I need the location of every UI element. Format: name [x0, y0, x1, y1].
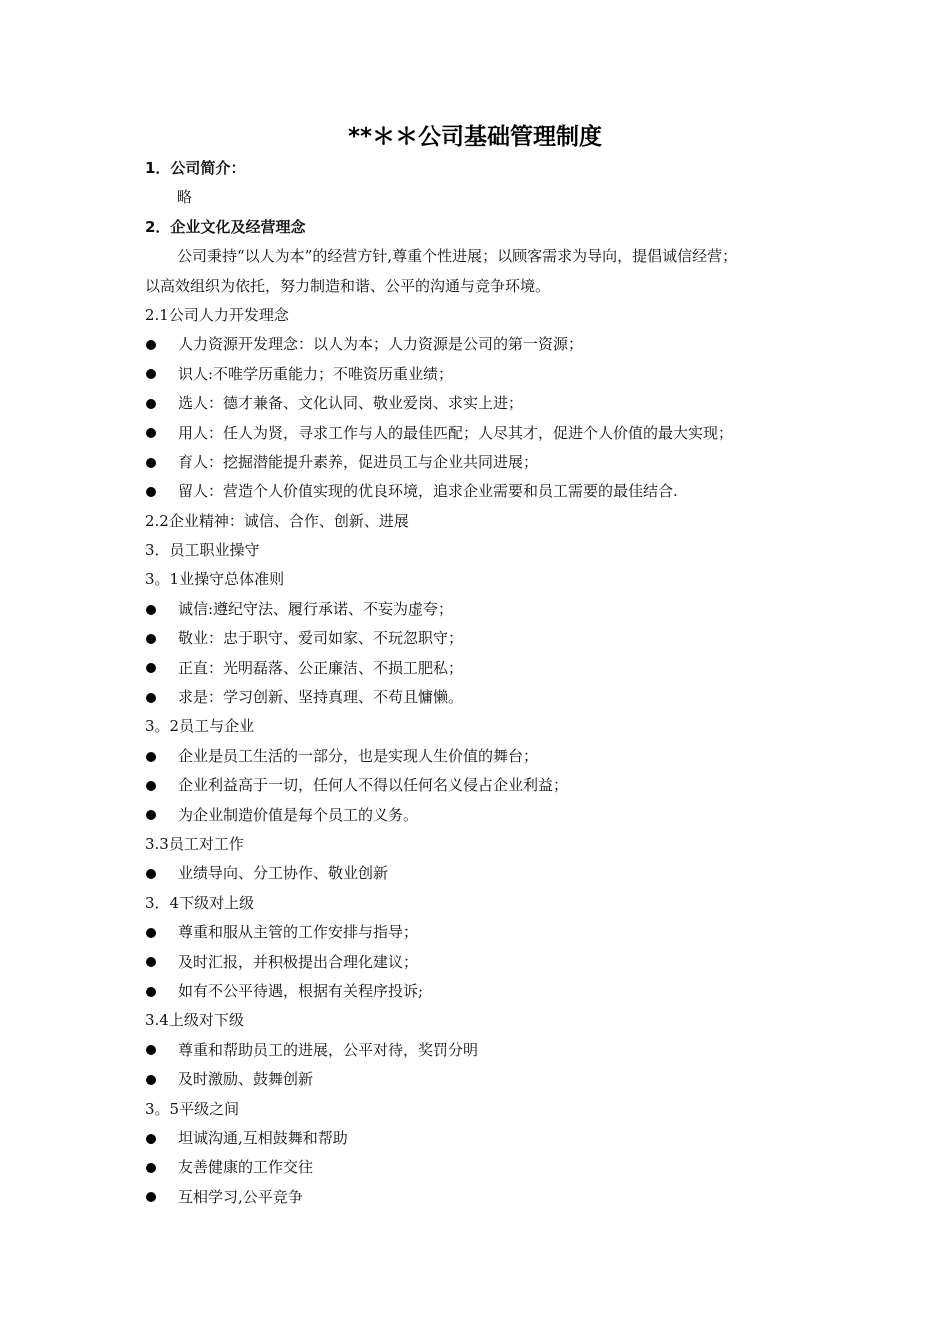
- bullet-text: 用人：任人为贤，寻求工作与人的最佳匹配；人尽其才，促进个人价值的最大实现；: [178, 423, 734, 442]
- text-line: 以高效组织为依托，努力制造和谐、公平的沟通与竞争环境。: [145, 276, 551, 295]
- bullet-dot-icon: [146, 428, 156, 438]
- bullet-item: [145, 654, 835, 683]
- bullet-text: 企业利益高于一切，任何人不得以任何名义侵占企业利益；: [178, 776, 569, 795]
- bullet-item: [145, 918, 835, 947]
- bullet-item: [145, 595, 835, 624]
- bullet-text: 选人：德才兼备、文化认同、敬业爱岗、求实上进；: [178, 394, 524, 413]
- text-line: 2.1公司人力开发理念: [145, 305, 289, 324]
- bullet-dot-icon: [146, 1045, 156, 1055]
- bullet-item: [145, 419, 835, 448]
- bullet-item: [145, 330, 835, 359]
- bullet-dot-icon: [146, 1163, 156, 1173]
- text-line: 3．4下级对上级: [145, 893, 255, 912]
- text-line: 3.3员工对工作: [145, 834, 244, 853]
- bullet-text: 正直：光明磊落、公正廉洁、不损工肥私；: [178, 658, 464, 677]
- bullet-item: [145, 977, 835, 1006]
- bullet-item: [145, 624, 835, 653]
- bullet-dot-icon: [146, 1134, 156, 1144]
- bullet-text: 及时激励、鼓舞创新: [178, 1070, 314, 1089]
- bullet-text: 业绩导向、分工协作、敬业创新: [178, 864, 389, 883]
- bullet-text: 友善健康的工作交往: [178, 1158, 314, 1177]
- text-line: 3。5平级之间: [145, 1099, 240, 1118]
- bullet-item: [145, 948, 835, 977]
- bullet-item: [145, 742, 835, 771]
- bullet-dot-icon: [146, 634, 156, 644]
- bullet-text: 尊重和服从主管的工作安排与指导；: [178, 923, 419, 942]
- bullet-text: 互相学习,公平竞争: [178, 1187, 303, 1206]
- bullet-item: [145, 1065, 835, 1094]
- bullet-dot-icon: [146, 399, 156, 409]
- section-heading: 2．企业文化及经营理念: [145, 217, 306, 236]
- bullet-text: 育人：挖掘潜能提升素养，促进员工与企业共同进展；: [178, 452, 539, 471]
- bullet-dot-icon: [146, 340, 156, 350]
- bullet-text: 敬业：忠于职守、爱司如家、不玩忽职守；: [178, 629, 464, 648]
- bullet-dot-icon: [146, 957, 156, 967]
- bullet-item: [145, 859, 835, 888]
- bullet-dot-icon: [146, 810, 156, 820]
- text-line: 2.2企业精神：诚信、合作、创新、进展: [145, 511, 409, 530]
- bullet-item: [145, 1124, 835, 1153]
- bullet-item: [145, 683, 835, 712]
- bullet-text: 及时汇报，并积极提出合理化建议；: [178, 952, 419, 971]
- bullet-text: 如有不公平待遇，根据有关程序投诉;: [178, 981, 424, 1000]
- bullet-text: 诚信:遵纪守法、履行承诺、不妄为虚夸；: [178, 599, 454, 618]
- bullet-dot-icon: [146, 369, 156, 379]
- bullet-item: [145, 771, 835, 800]
- bullet-dot-icon: [146, 605, 156, 615]
- bullet-dot-icon: [146, 781, 156, 791]
- bullet-text: 坦诚沟通,互相鼓舞和帮助: [178, 1128, 348, 1147]
- bullet-text: 尊重和帮助员工的进展，公平对待，奖罚分明: [178, 1040, 479, 1059]
- bullet-dot-icon: [146, 693, 156, 703]
- bullet-text: 识人:不唯学历重能力；不唯资历重业绩；: [178, 364, 454, 383]
- bullet-dot-icon: [146, 928, 156, 938]
- indented-text: 略: [177, 188, 193, 207]
- bullet-text: 留人：营造个人价值实现的优良环境，追求企业需要和员工需要的最佳结合.: [178, 482, 678, 501]
- bullet-dot-icon: [146, 752, 156, 762]
- paragraph-line: 公司秉持“以人为本”的经营方针,尊重个性进展；以顾客需求为导向，提倡诚信经营；: [177, 247, 738, 266]
- bullet-item: [145, 389, 835, 418]
- bullet-item: [145, 1183, 835, 1212]
- document-title: **＊＊公司基础管理制度: [347, 124, 603, 150]
- bullet-dot-icon: [146, 1075, 156, 1085]
- bullet-text: 为企业制造价值是每个员工的义务。: [178, 805, 419, 824]
- text-line: 3．员工职业操守: [145, 541, 260, 560]
- bullet-item: [145, 1153, 835, 1182]
- bullet-text: 人力资源开发理念：以人为本；人力资源是公司的第一资源；: [178, 335, 584, 354]
- bullet-item: [145, 477, 835, 506]
- bullet-dot-icon: [146, 487, 156, 497]
- bullet-dot-icon: [146, 869, 156, 879]
- document-body: [145, 154, 835, 1212]
- bullet-dot-icon: [146, 458, 156, 468]
- bullet-dot-icon: [146, 663, 156, 673]
- section-heading: 1．公司简介：: [145, 159, 246, 177]
- text-line: 3。2员工与企业: [145, 717, 255, 736]
- bullet-item: [145, 1036, 835, 1065]
- text-line: 3.4上级对下级: [145, 1011, 244, 1030]
- bullet-item: [145, 360, 835, 389]
- text-line: 3。1业操守总体准则: [145, 570, 285, 589]
- bullet-text: 企业是员工生活的一部分，也是实现人生价值的舞台；: [178, 746, 539, 765]
- bullet-item: [145, 448, 835, 477]
- bullet-dot-icon: [146, 987, 156, 997]
- bullet-text: 求是：学习创新、坚持真理、不苟且慵懒。: [178, 688, 464, 707]
- bullet-dot-icon: [146, 1192, 156, 1202]
- bullet-item: [145, 801, 835, 830]
